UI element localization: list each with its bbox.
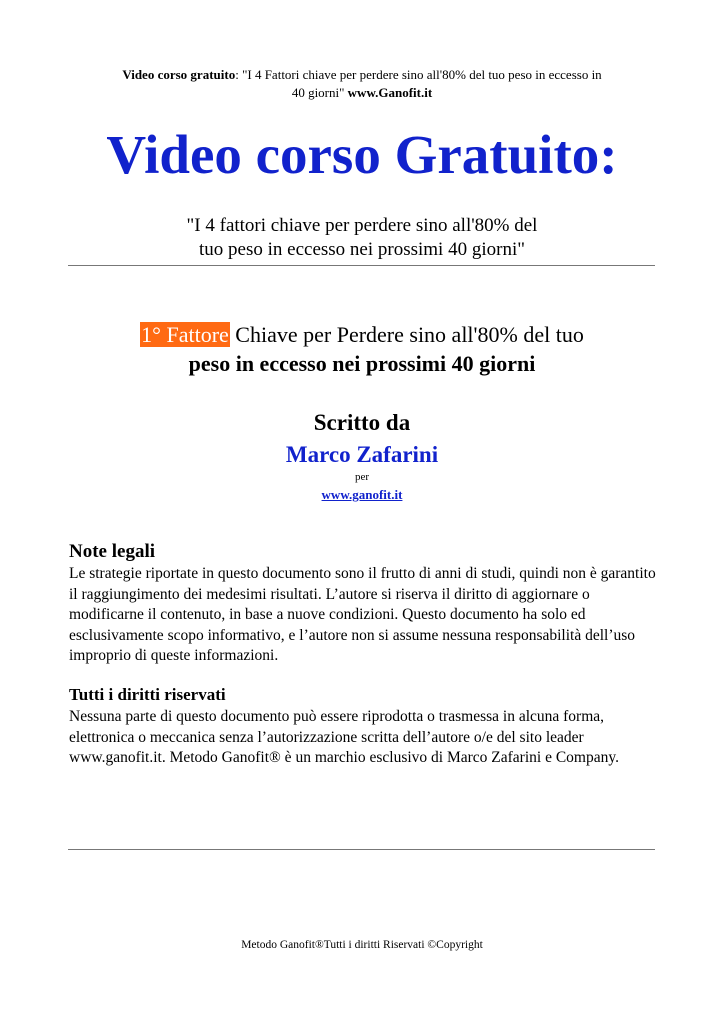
rights-title: Tutti i diritti riservati [69,685,226,704]
written-by-label: Scritto da [313,410,411,435]
site-link-container [0,486,724,503]
per-label: per [354,471,370,483]
page-title: Video corso Gratuito: [106,124,618,185]
legal-text: Le strategie riportate in questo documento sono il frutto di anni di studi, quindi non è garantito il raggiungimento dei medesimi risultati. L’autore si riserva il diritto di aggiornare o modificarne il contenuto, in base a nuove condizioni. Questo documento ha solo ed esclusivamente scopo informativo, e l’autore non si assume nessuna responsabilità dell’uso improprio di queste informazioni. [69,565,656,664]
factor-line-1-rest: Chiave per Perdere sino all'80% del tuo [229,322,584,347]
divider-top [68,265,655,266]
divider-bottom [68,849,655,850]
rights-text: Nessuna parte di questo documento può essere riprodotta o trasmessa in alcuna forma, elettronica o meccanica senza l’autorizzazione scritta dell’autore o/e del sito leader www.ganofit.it. Metodo Ganofit® è un marchio esclusivo di Marco Zafarini e Company. [69,708,619,766]
page-footer: Metodo Ganofit®Tutti i diritti Riservati ©Copyright [241,939,483,951]
subtitle [100,214,624,262]
site-link[interactable]: www.ganofit.it [321,487,403,502]
header-bold-prefix: Video corso gratuito [122,67,236,82]
factor-highlight: 1° Fattore [141,322,229,347]
factor-line-2: peso in eccesso nei prossimi 40 giorni [188,351,536,376]
legal-title: Note legali [69,541,156,562]
header-site-link[interactable]: www.Ganofit.it [347,85,433,100]
subtitle-line-1: "I 4 fattori chiave per perdere sino all'80% del [186,215,538,236]
author-name: Marco Zafarini [285,442,439,467]
header-text: : "I 4 Fattori chiave per perdere sino all'80% del tuo peso in eccesso in 40 giorni" [235,67,602,100]
factor-line-1 [60,320,664,349]
page-header [120,66,604,102]
factor-heading [60,320,664,378]
subtitle-line-2: tuo peso in eccesso nei prossimi 40 giorni" [199,239,525,260]
